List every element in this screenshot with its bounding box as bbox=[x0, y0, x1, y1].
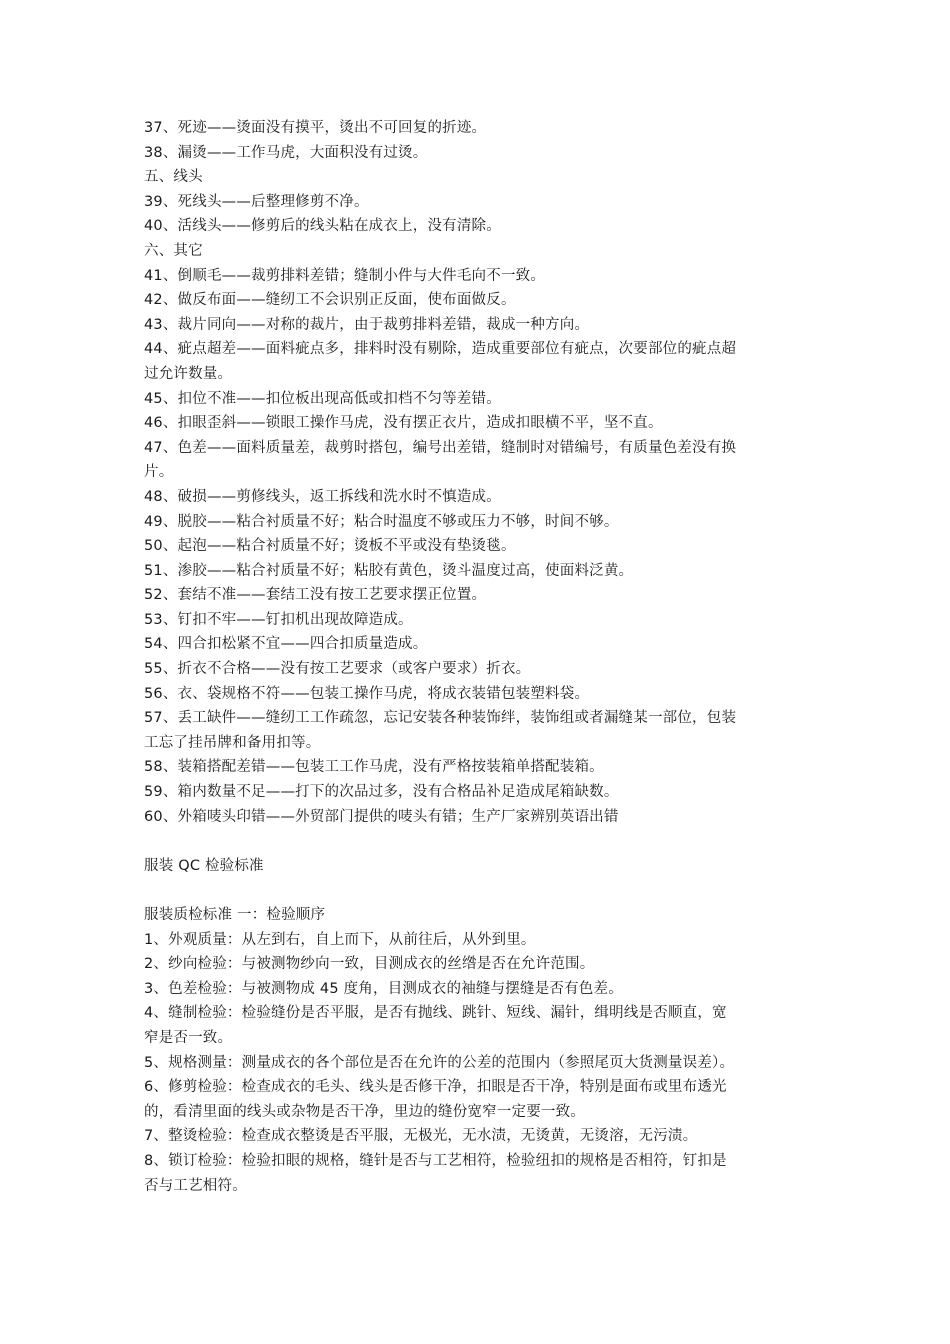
text-line: 38、漏烫——工作马虎，大面积没有过烫。 bbox=[144, 144, 428, 161]
text-line: 54、四合扣松紧不宜——四合扣质量造成。 bbox=[144, 636, 428, 653]
text-line: 37、死迹——烫面没有摸平，烫出不可回复的折迹。 bbox=[144, 120, 487, 136]
text-line: 53、钉扣不牢——钉扣机出现故障造成。 bbox=[144, 611, 413, 628]
section-heading: 六、其它 bbox=[144, 242, 203, 259]
section-heading: 五、线头 bbox=[144, 169, 203, 186]
document-heading: 服装 QC 检验标准 bbox=[144, 857, 264, 874]
text-line: 42、做反布面——缝纫工不会识别正反面，使布面做反。 bbox=[144, 292, 516, 309]
text-line: 39、死线头——后整理修剪不净。 bbox=[144, 193, 369, 210]
text-line: 57、丢工缺件——缝纫工工作疏忽，忘记安装各种装饰绊，装饰组或者漏缝某一部位，包装 bbox=[144, 710, 737, 727]
text-line: 5、规格测量：测量成衣的各个部位是否在允许的公差的范围内（参照尾页大货测量误差）。 bbox=[144, 1054, 735, 1071]
text-line: 60、外箱唛头印错——外贸部门提供的唛头有错；生产厂家辨别英语出错 bbox=[144, 808, 619, 825]
text-line: 否与工艺相符。 bbox=[144, 1177, 247, 1194]
text-line: 48、破损——剪修线头，返工拆线和洗水时不慎造成。 bbox=[144, 488, 501, 505]
text-line: 2、纱向检验：与被测物纱向一致，目测成衣的丝绺是否在允许范围。 bbox=[144, 956, 595, 973]
text-line: 51、渗胶——粘合衬质量不好；粘胶有黄色，烫斗温度过高，使面料泛黄。 bbox=[144, 562, 634, 579]
text-line: 6、修剪检验：检查成衣的毛头、线头是否修干净，扣眼是否干净，特别是面布或里布透光 bbox=[144, 1079, 727, 1096]
text-line: 52、套结不准——套结工没有按工艺要求摆正位置。 bbox=[144, 587, 487, 604]
text-line: 45、扣位不准——扣位板出现高低或扣档不匀等差错。 bbox=[144, 390, 501, 407]
text-line: 4、缝制检验：检验缝份是否平服，是否有抛线、跳针、短线、漏针，缉明线是否顺直，宽 bbox=[144, 1005, 727, 1022]
text-line: 44、疵点超差——面料疵点多，排料时没有剔除，造成重要部位有疵点，次要部位的疵点超 bbox=[144, 341, 737, 358]
spacer bbox=[144, 878, 814, 903]
text-line: 40、活线头——修剪后的线头粘在成衣上，没有清除。 bbox=[144, 218, 501, 235]
text-line: 1、外观质量：从左到右，自上而下，从前往后，从外到里。 bbox=[144, 931, 536, 948]
text-line: 43、裁片同向——对称的裁片，由于裁剪排料差错，裁成一种方向。 bbox=[144, 316, 590, 333]
text-line: 的，看清里面的线头或杂物是否干净，里边的缝份宽窄一定要一致。 bbox=[144, 1103, 585, 1120]
text-line: 46、扣眼歪斜——锁眼工操作马虎，没有摆正衣片，造成扣眼横不平，坚不直。 bbox=[144, 415, 663, 432]
text-line: 3、色差检验：与被测物成 45 度角，目测成衣的袖缝与摆缝是否有色差。 bbox=[144, 980, 623, 997]
text-line: 窄是否一致。 bbox=[144, 1029, 233, 1046]
text-line: 50、起泡——粘合衬质量不好；烫板不平或没有垫烫毯。 bbox=[144, 538, 516, 555]
text-line: 7、整烫检验：检查成衣整烫是否平服，无极光，无水渍，无烫黄，无烫溶，无污渍。 bbox=[144, 1128, 698, 1145]
section-heading: 服装质检标准 一：检验顺序 bbox=[144, 907, 326, 923]
text-line: 8、锁订检验：检验扣眼的规格，缝针是否与工艺相符，检验纽扣的规格是否相符，钉扣是 bbox=[144, 1152, 727, 1169]
text-line: 59、箱内数量不足——打下的次品过多，没有合格品补足造成尾箱缺数。 bbox=[144, 784, 619, 801]
text-line: 工忘了挂吊牌和备用扣等。 bbox=[144, 734, 321, 751]
text-line: 49、脱胶——粘合衬质量不好；粘合时温度不够或压力不够，时间不够。 bbox=[144, 513, 619, 530]
spacer bbox=[144, 829, 814, 854]
text-line: 55、折衣不合格——没有按工艺要求（或客户要求）折衣。 bbox=[144, 661, 531, 678]
inspection-standard-section bbox=[144, 903, 814, 1198]
text-line: 56、衣、袋规格不符——包装工操作马虎，将成衣装错包装塑料袋。 bbox=[144, 685, 590, 702]
text-line: 58、装箱搭配差错——包装工工作马虎，没有严格按装箱单搭配装箱。 bbox=[144, 759, 604, 776]
text-line: 47、色差——面料质量差，裁剪时搭包，编号出差错，缝制时对错编号，有质量色差没有换 bbox=[144, 439, 737, 456]
document-body bbox=[144, 116, 814, 1198]
text-line: 片。 bbox=[144, 464, 174, 481]
text-line: 过允许数量。 bbox=[144, 365, 233, 382]
text-line: 41、倒顺毛——裁剪排料差错；缝制小件与大件毛向不一致。 bbox=[144, 267, 546, 284]
defect-list-section bbox=[144, 116, 814, 829]
